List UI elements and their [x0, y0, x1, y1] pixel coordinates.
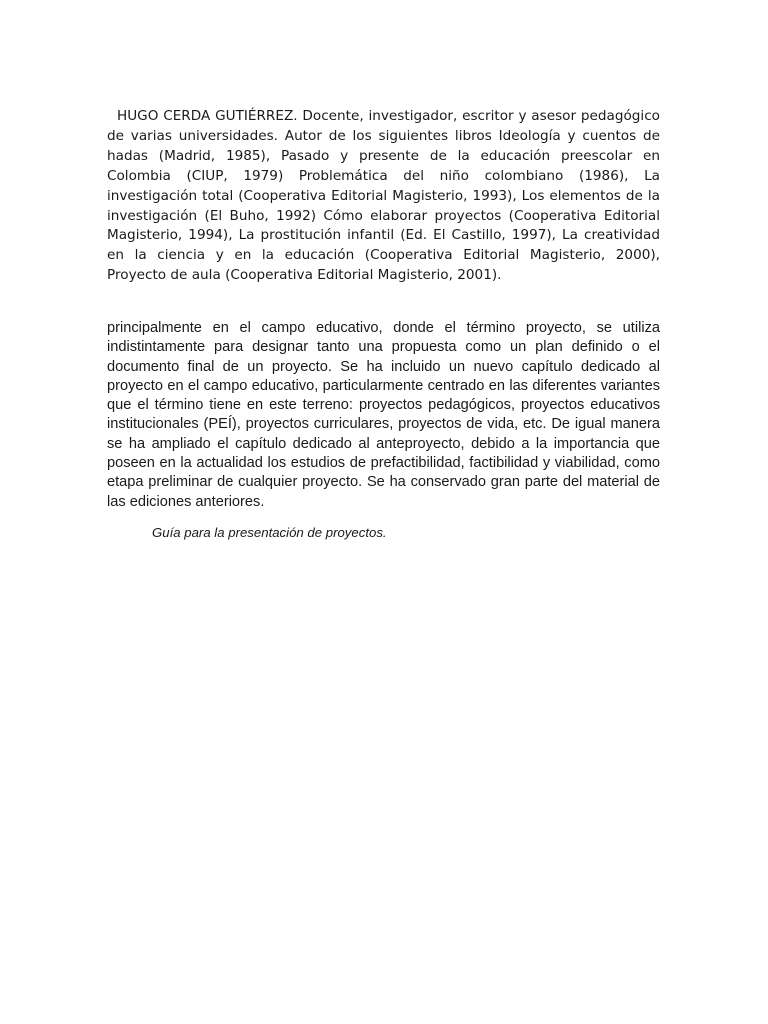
book-description-paragraph: principalmente en el campo educativo, donde el término proyecto, se utiliza indistintamente para designar tanto una propuesta como un plan definido o el documento final de un proyecto. Se ha incluido un nuevo capítulo dedicado al proyecto en el campo educativo, particularmente centrado en las diferentes variantes que el término tiene en este terreno: proyectos pedagógicos, proyectos educativos institucionales (PEÍ), proyectos curriculares, proyectos de vida, etc. De igual manera se ha ampliado el capítulo dedicado al anteproyecto, debido a la importancia que poseen en la actualidad los estudios de prefactibilidad, factibilidad y viabilidad, como etapa preliminar de cualquier proyecto. Se ha conservado gran parte del material de las ediciones anteriores.	[107, 320, 660, 510]
book-subtitle-caption: Guía para la presentación de proyectos.	[152, 525, 387, 540]
author-bio-paragraph: HUGO CERDA GUTIÉRREZ. Docente, investigador, escritor y asesor pedagógico de varias universidades. Autor de los siguientes libros Ideología y cuentos de hadas (Madrid, 1985), Pasado y presente de la educación preescolar en Colombia (CIUP, 1979) Problemática del niño colombiano (1986), La investigación total (Cooperativa Editorial Magisterio, 1993), Los elementos de la investigación (El Buho, 1992) Cómo elaborar proyectos (Cooperativa Editorial Magisterio, 1994), La prostitución infantil (Ed. El Castillo, 1997), La creatividad en la ciencia y en la educación (Cooperativa Editorial Magisterio, 2000), Proyecto de aula (Cooperativa Editorial Magisterio, 2001).	[107, 108, 660, 284]
